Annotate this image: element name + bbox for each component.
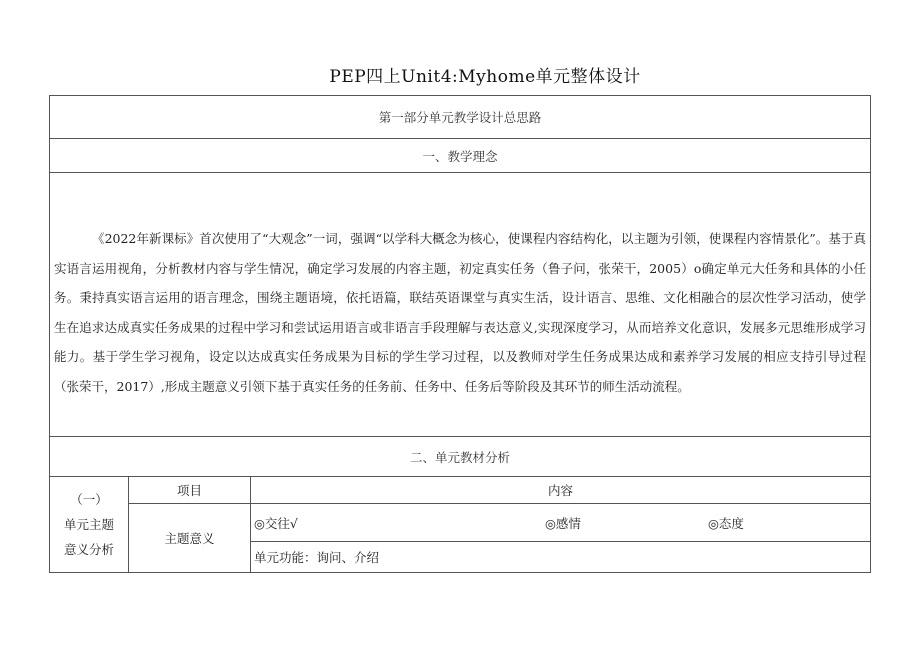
column-header-content: 内容 xyxy=(251,477,871,504)
design-table xyxy=(49,95,871,573)
option-feelings: ◎感情 xyxy=(545,515,581,531)
part-heading: 第一部分单元教学设计总思路 xyxy=(50,96,871,139)
label-line-3: 意义分析 xyxy=(63,542,114,557)
teaching-philosophy-paragraph: 《2022年新课标》首次使用了“大观念”一词，强调“以学科大概念为核心，使课程内容结构化，以主题为引领，使课程内容情景化”。基于真实语言运用视角，分析教材内容与学生情况，确定学习发展的内容主题，初定真实任务（鲁子问，张荣干，2005）o确定单元大任务和具体的小任务。秉持真实语言运用的语言理念，围绕主题语境，依托语篇，联结英语课堂与真实生活，设计语言、思维、文化相融合的层次性学习活动，使学生在追求达成真实任务成果的过程中学习和尝试运用语言或非语言手段理解与表达意义,实现深度学习，从而培养文化意识，发展多元思维形成学习能力。基于学生学习视角，设定以达成真实任务成果为目标的学生学习过程，以及教师对学生任务成果达成和素养学习发展的相应支持引导过程（张荣干，2017）,形成主题意义引领下基于真实任务的任务前、任务中、任务后等阶段及其环节的师生活动流程。 xyxy=(54,231,867,394)
label-line-2: 单元主题 xyxy=(63,517,114,532)
document-title: PEP四上Unit4:Myhome单元整体设计 xyxy=(329,67,641,87)
option-attitude: ◎态度 xyxy=(708,515,744,531)
theme-options-cell xyxy=(251,504,871,542)
unit-function: 单元功能：询问、介绍 xyxy=(251,542,871,573)
row-label-theme-meaning: 主题意义 xyxy=(129,504,251,573)
section-heading-material-analysis: 二、单元教材分析 xyxy=(50,437,871,477)
column-header-item: 项目 xyxy=(129,477,251,504)
theme-meaning-analysis-label xyxy=(50,477,129,573)
section-heading-teaching-philosophy: 一、教学理念 xyxy=(50,139,871,173)
teaching-philosophy-text xyxy=(50,173,871,437)
option-communication: ◎交往√ xyxy=(254,515,298,531)
label-line-1: （一） xyxy=(70,492,108,507)
